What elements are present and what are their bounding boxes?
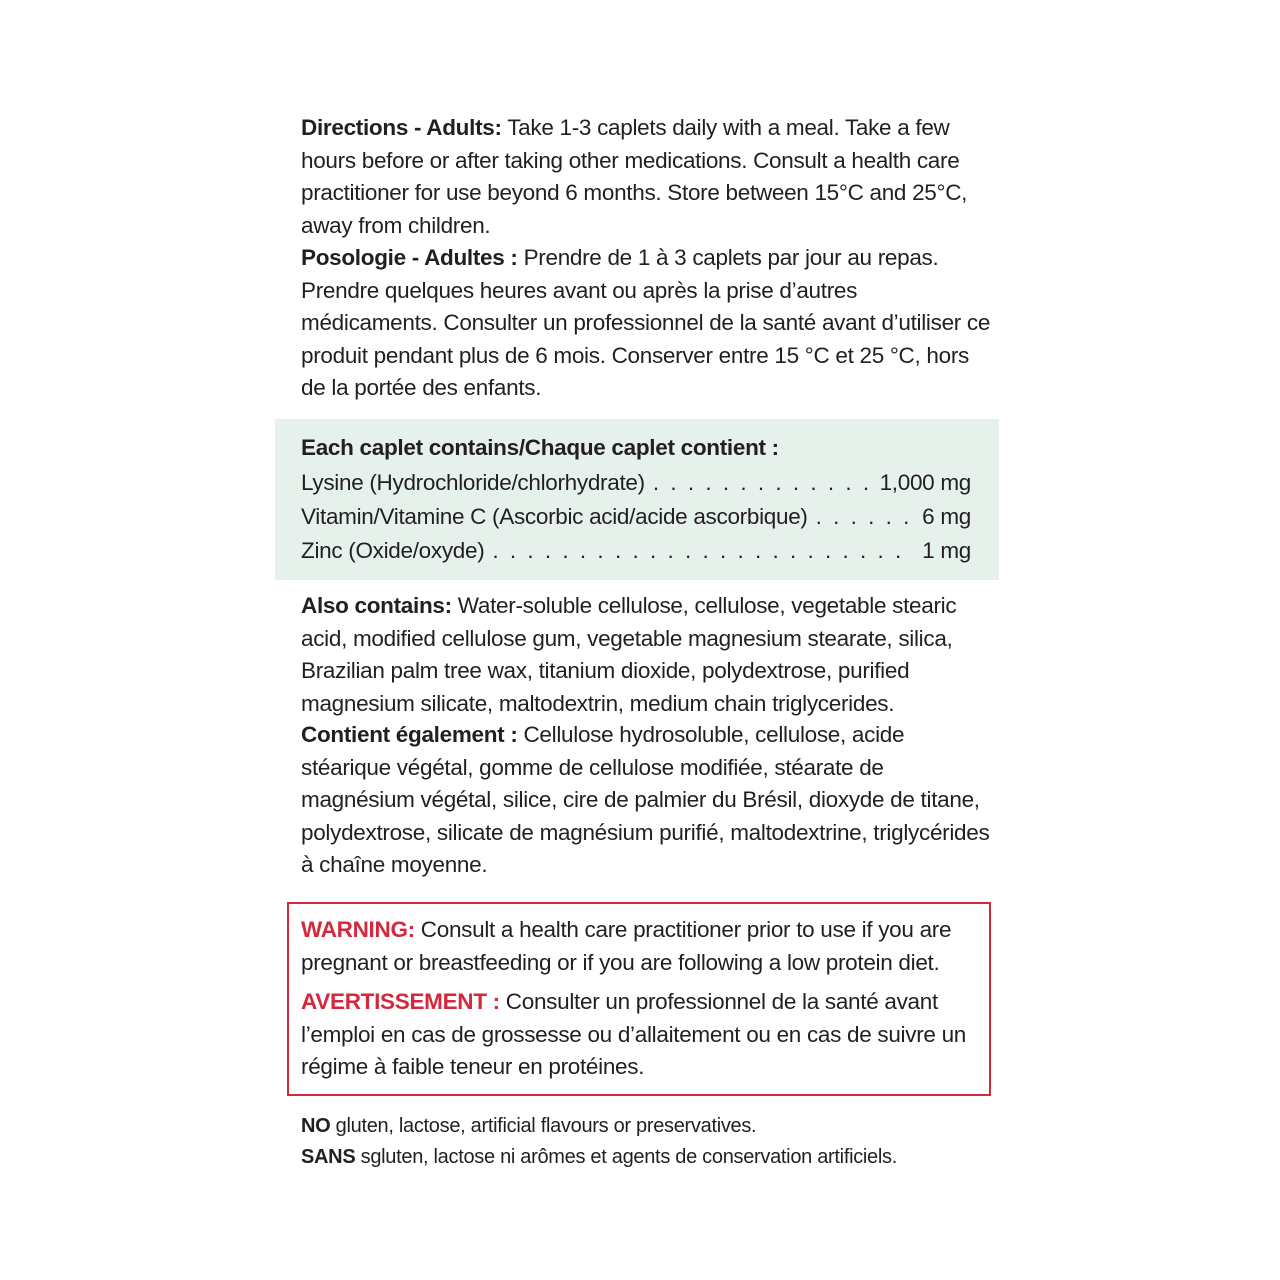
warning-french xyxy=(301,986,981,1084)
directions-french-label: Posologie - Adultes : xyxy=(301,245,518,270)
free-from-french-text: sgluten, lactose ni arômes et agents de conservation artificiels. xyxy=(355,1146,897,1168)
ingredient-name: Zinc (Oxide/oxyde) xyxy=(301,538,485,563)
also-contains-french-label: Contient également : xyxy=(301,722,518,747)
dot-leader xyxy=(653,466,872,500)
also-contains-french-text: Cellulose hydrosoluble, cellulose, acide stéarique végétal, gomme de cellulose modifiée, stéarate de magnésium végétal, silice, cire de palmier du Brésil, dioxyde de titane, polydextrose, silicate de magnésium purifié, maltodextrine, triglycérides à chaîne moyenne. xyxy=(301,722,990,878)
ingredient-row xyxy=(301,466,971,500)
ingredient-amount: 6 mg xyxy=(922,504,971,529)
free-from-english xyxy=(301,1111,756,1141)
also-contains-english-label: Also contains: xyxy=(301,593,452,618)
directions-english xyxy=(301,112,991,242)
free-from-french-label: SANS xyxy=(301,1146,356,1168)
free-from-french xyxy=(301,1142,897,1172)
warning-panel xyxy=(287,902,991,1096)
warning-english xyxy=(301,914,981,979)
warning-english-text: Consult a health care practitioner prior to use if you are pregnant or breastfeeding or if you are following a low protein diet. xyxy=(301,917,952,975)
warning-english-label: WARNING: xyxy=(301,917,415,942)
ingredients-heading: Each caplet contains/Chaque caplet contient : xyxy=(301,435,779,460)
dot-leader xyxy=(816,500,915,534)
ingredient-name: Vitamin/Vitamine C (Ascorbic acid/acide ascorbique) xyxy=(301,504,808,529)
also-contains-english-text: Water-soluble cellulose, cellulose, vegetable stearic acid, modified cellulose gum, vegetable magnesium stearate, silica, Brazilian palm tree wax, titanium dioxide, polydextrose, purified magnesium silicate, maltodextrin, medium chain triglycerides. xyxy=(301,593,957,716)
ingredient-row xyxy=(301,500,971,534)
ingredient-name: Lysine (Hydrochloride/chlorhydrate) xyxy=(301,470,645,495)
free-from-english-text: gluten, lactose, artificial flavours or preservatives. xyxy=(330,1115,757,1137)
ingredients-panel xyxy=(275,419,999,580)
ingredient-row xyxy=(301,534,971,568)
ingredient-amount: 1 mg xyxy=(922,538,971,563)
dot-leader xyxy=(492,534,914,568)
directions-french xyxy=(301,242,991,405)
also-contains-english xyxy=(301,590,991,720)
directions-french-text: Prendre de 1 à 3 caplets par jour au repas. Prendre quelques heures avant ou après la prise d’autres médicaments. Consulter un professionnel de la santé avant d’utiliser ce produit pendant plus de 6 mois. Conserver entre 15 °C et 25 °C, hors de la portée des enfants. xyxy=(301,245,991,401)
also-contains-french xyxy=(301,719,991,882)
free-from-english-label: NO xyxy=(301,1115,331,1137)
ingredient-amount: 1,000 mg xyxy=(879,470,971,495)
directions-english-text: Take 1-3 caplets daily with a meal. Take a few hours before or after taking other medications. Consult a health care practitioner for use beyond 6 months. Store between 15°C and 25°C, away from children. xyxy=(301,115,968,238)
warning-french-label: AVERTISSEMENT : xyxy=(301,989,500,1014)
directions-english-label: Directions - Adults: xyxy=(301,115,502,140)
warning-french-text: Consulter un professionnel de la santé avant l’emploi en cas de grossesse ou d’allaitement ou en cas de suivre un régime à faible teneur en protéines. xyxy=(301,989,966,1080)
